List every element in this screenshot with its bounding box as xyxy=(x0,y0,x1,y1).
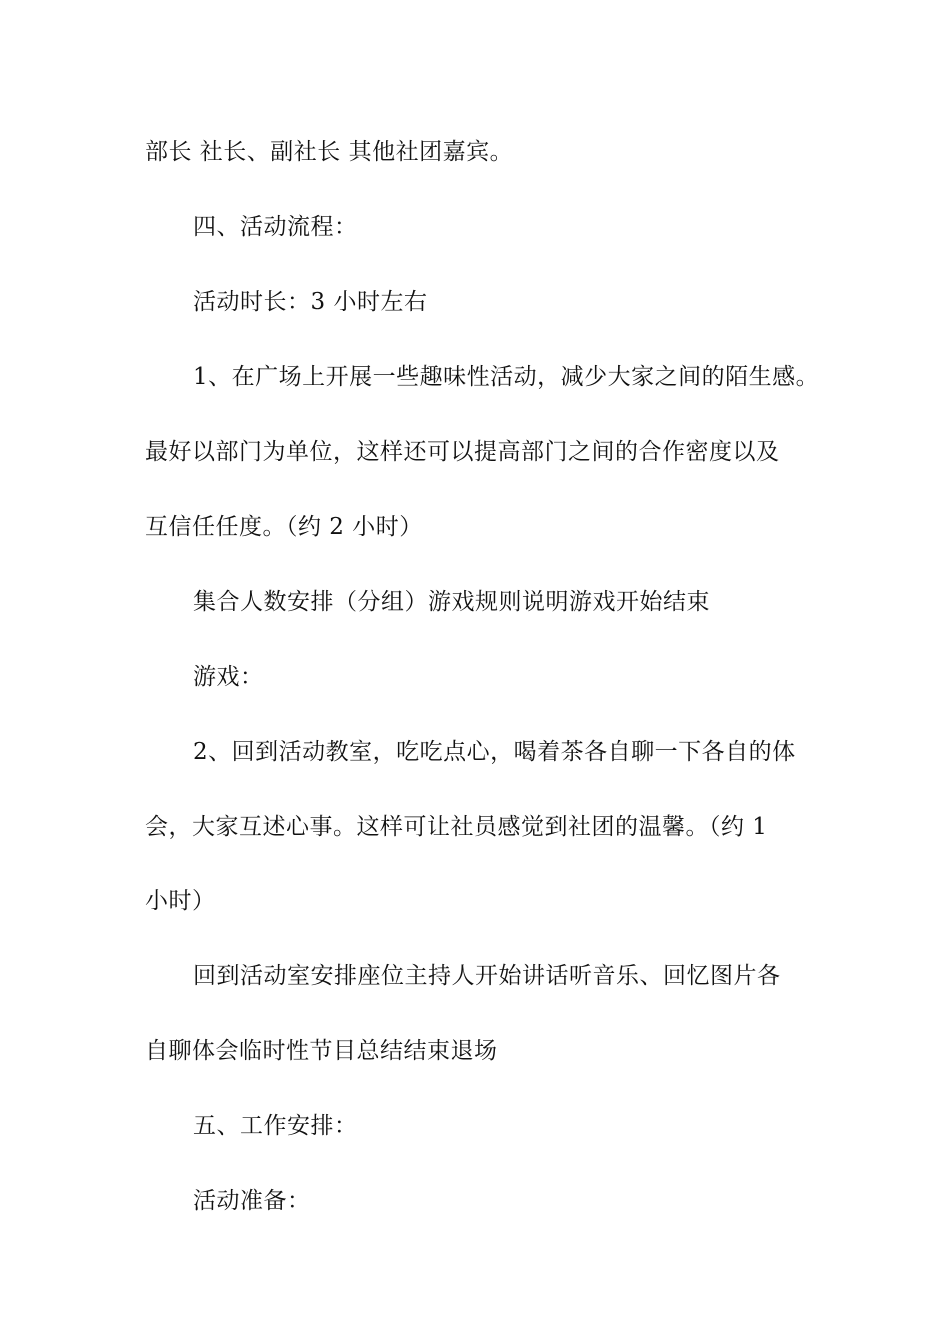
classroom-flow-line-2: 自聊体会临时性节目总结结束退场 xyxy=(145,1038,498,1064)
game-label-line: 游戏： xyxy=(193,664,264,690)
paragraph-1-line-2: 最好以部门为单位，这样还可以提高部门之间的合作密度以及 xyxy=(145,439,780,465)
classroom-flow-line-1: 回到活动室安排座位主持人开始讲话听音乐、回忆图片各 xyxy=(193,963,781,989)
game-flow-line: 集合人数安排（分组）游戏规则说明游戏开始结束 xyxy=(193,589,710,615)
paragraph-2-line-3: 小时） xyxy=(145,888,216,914)
paragraph-2-line-2: 会，大家互述心事。这样可让社员感觉到社团的温馨。（约 1 xyxy=(145,814,768,840)
section-heading-activity-process: 四、活动流程： xyxy=(193,214,358,240)
paragraph-1-line-3: 互信任任度。（约 2 小时） xyxy=(145,514,423,540)
activity-duration-line: 活动时长：3 小时左右 xyxy=(193,289,428,315)
guest-list-line: 部长 社长、副社长 其他社团嘉宾。 xyxy=(145,139,514,165)
activity-preparation-line: 活动准备： xyxy=(193,1188,311,1214)
paragraph-2-line-1: 2、回到活动教室，吃吃点心，喝着茶各自聊一下各自的体 xyxy=(193,739,796,765)
section-heading-work-arrangement: 五、工作安排： xyxy=(193,1113,358,1139)
paragraph-1-line-1: 1、在广场上开展一些趣味性活动，减少大家之间的陌生感。 xyxy=(193,364,820,390)
